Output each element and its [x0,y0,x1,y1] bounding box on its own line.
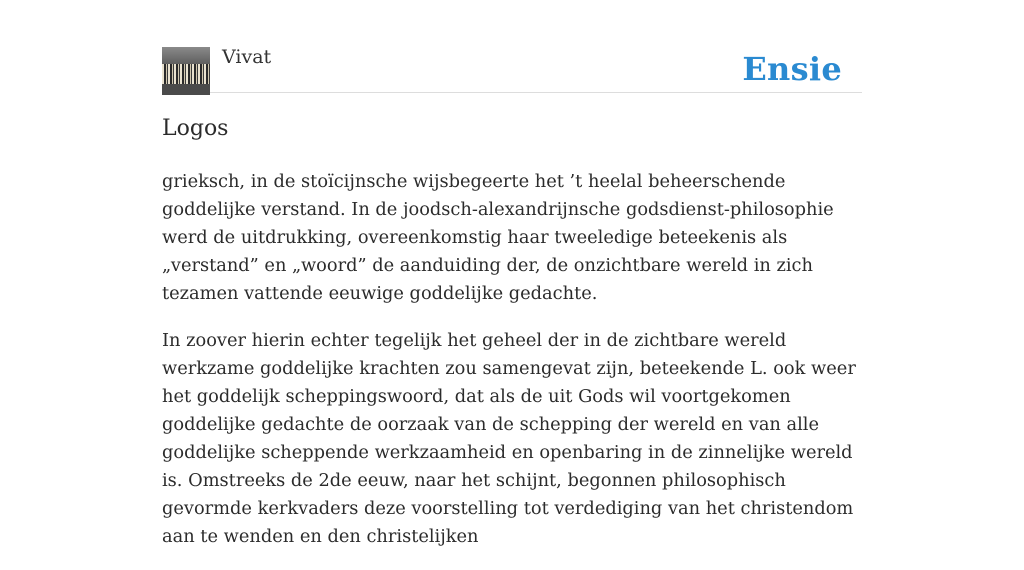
article-paragraph: In zoover hierin echter tegelijk het geheel der in de zichtbare wereld werkzame goddelijke krachten zou samengevat zijn, beteekende L. ook weer het goddelijk scheppingswoord, dat als de uit Gods wil voortgekomen goddelijke gedachte de oorzaak van de schepping der wereld en van alle goddelijke scheppende werkzaamheid en openbaring in de zinnelijke wereld is. Omstreeks de 2de eeuw, naar het schijnt, begonnen philosophisch gevormde kerkvaders deze voorstelling tot verdediging van het christendom aan te wenden en den christelijken [162,330,856,547]
avatar-image-books [162,64,210,84]
avatar-image-bottom [162,84,210,95]
brand-logo[interactable]: Ensie [742,50,842,88]
article-body [162,168,862,570]
author-avatar[interactable] [162,47,210,95]
article-container [162,0,862,547]
article-title: Logos [162,116,229,141]
article-paragraph: grieksch, in de stoïcijnsche wijsbegeerte het ’t heelal beheerschende goddelijke verstand. In de joodsch-alexandrijnsche godsdienst-philosophie werd de uitdrukking, overeenkomstig haar tweeledige beteekenis als „verstand” en „woord” de aanduiding der, de onzichtbare wereld in zich tezamen vattende eeuwige goddelijke gedachte. [162,171,834,304]
article-header [162,0,862,93]
author-name-link[interactable]: Vivat [222,46,272,68]
avatar-image-top [162,47,210,64]
